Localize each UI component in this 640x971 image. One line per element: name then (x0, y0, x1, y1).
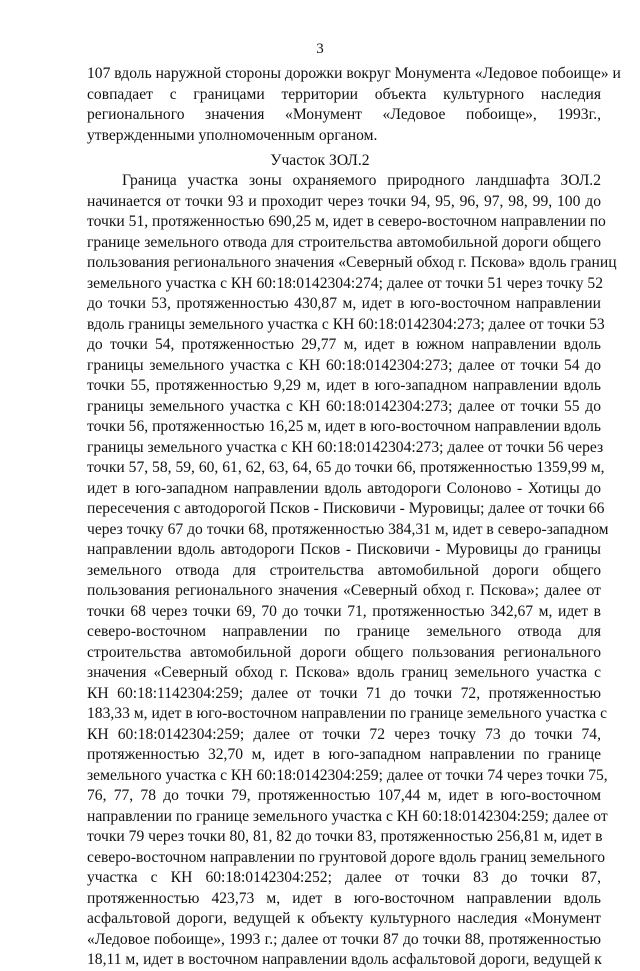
text-line: протяженностью 32,70 м, идет в юго-западном направлении по границе (87, 746, 601, 763)
text-line: границы земельного участка с КН 60:18:0142304:273; далее от точки 55 до (87, 397, 601, 415)
text-line: строительства автомобильной дороги общего пользования регионального (87, 643, 601, 661)
text-line: асфальтовой дороги, ведущей к объекту культурного наследия «Монумент (87, 910, 601, 927)
text-line: границе земельного отвода для строительства автомобильной дороги общего (87, 233, 601, 251)
text-line: точки 56, протяженностью 16,25 м, идет в юго-восточном направлении вдоль (87, 418, 601, 435)
text-line: северо-восточном направлении по границе земельного отвода для (87, 623, 601, 640)
text-line: 183,33 м, идет в юго-восточном направлении по границе земельного участка с (87, 705, 607, 722)
text-line: направлении вдоль автодороги Псков - Писковичи - Муровицы до границы (87, 541, 601, 558)
text-line: пользования регионального значения «Северный обход г. Пскова»; далее от (87, 582, 601, 599)
text-line: значения «Северный обход г. Пскова» вдоль границ земельного участка с (87, 664, 601, 681)
text-line: точки 55, протяженностью 9,29 м, идет в юго-западном направлении вдоль (87, 377, 601, 394)
text-line: до точки 53, протяженностью 430,87 м, идет в юго-восточном направлении (87, 295, 601, 312)
text-line: границы земельного участка с КН 60:18:0142304:273; далее от точки 54 до (87, 356, 601, 374)
text-line: через точку 67 до точки 68, протяженностью 384,31 м, идет в северо-западном (87, 520, 609, 538)
text-line: 76, 77, 78 до точки 79, протяженностью 107,44 м, идет в юго-восточном (87, 787, 601, 804)
text-line: КН 60:18:0142304:259; далее от точки 72 через точку 73 до точки 74, (87, 725, 601, 743)
text-line: 107 вдоль наружной стороны дорожки вокруг Монумента «Ледовое побоище» и (87, 65, 621, 82)
section-heading: Участок ЗОЛ.2 (270, 152, 370, 169)
text-line: границы земельного участка с КН 60:18:0142304:273; далее от точки 56 через (87, 438, 604, 456)
text-line: земельного участка с КН 60:18:0142304:274; далее от точки 51 через точку 52 (87, 274, 604, 292)
intro-paragraph (87, 64, 621, 146)
text-line: северо-восточном направлении по грунтовой дороге вдоль границ земельного (87, 848, 606, 866)
text-line: точки 57, 58, 59, 60, 61, 62, 63, 64, 65 до точки 66, протяженностью 1359,99 м, (87, 459, 605, 476)
text-line: земельного участка с КН 60:18:0142304:259; далее от точки 74 через точки 75, (87, 766, 608, 784)
text-line: совпадает с границами территории объекта культурного наследия (87, 85, 601, 103)
text-line: Граница участка зоны охраняемого природного ландшафта ЗОЛ.2 (122, 172, 601, 189)
text-line: протяженностью 423,73 м, идет в юго-восточном направлении вдоль (87, 889, 601, 907)
text-line: утвержденными уполномоченным органом. (87, 126, 378, 144)
text-line: начинается от точки 93 и проходит через точки 94, 95, 96, 97, 98, 99, 100 до (87, 192, 601, 210)
text-line: регионального значения «Монумент «Ледовое побоище», 1993г., (87, 106, 601, 123)
body-paragraph (87, 171, 617, 971)
text-line: участка с КН 60:18:0142304:252; далее от точки 83 до точки 87, (87, 869, 601, 886)
text-line: точки 79 через точки 80, 81, 82 до точки 83, протяженностью 256,81 м, идет в (87, 828, 603, 845)
text-line: пересечения с автодорогой Псков - Писковичи - Муровицы; далее от точки 66 (87, 500, 605, 517)
text-line: 18,11 м, идет в восточном направлении вдоль асфальтовой дороги, ведущей к (87, 951, 602, 968)
text-line: точки 68 через точки 69, 70 до точки 71, протяженностью 342,67 м, идет в (87, 602, 601, 620)
text-line: пользования регионального значения «Северный обход г. Пскова» вдоль границ (87, 254, 617, 271)
page-number: 3 (316, 41, 324, 57)
text-line: точки 51, протяженностью 690,25 м, идет в северо-восточном направлении по (87, 213, 606, 230)
text-line: КН 60:18:1142304:259; далее от точки 71 до точки 72, протяженностью (87, 684, 601, 702)
text-line: земельного отвода для строительства автомобильной дороги общего (87, 561, 601, 579)
text-line: идет в юго-западном направлении вдоль автодороги Солоново - Хотицы до (87, 479, 601, 497)
text-line: до точки 54, протяженностью 29,77 м, идет в южном направлении вдоль (87, 336, 601, 353)
text-line: вдоль границы земельного участка с КН 60:18:0142304:273; далее от точки 53 (87, 315, 605, 333)
text-line: «Ледовое побоище», 1993 г.; далее от точки 87 до точки 88, протяженностью (87, 930, 601, 948)
text-line: направлении по границе земельного участка с КН 60:18:0142304:259; далее от (87, 807, 608, 825)
